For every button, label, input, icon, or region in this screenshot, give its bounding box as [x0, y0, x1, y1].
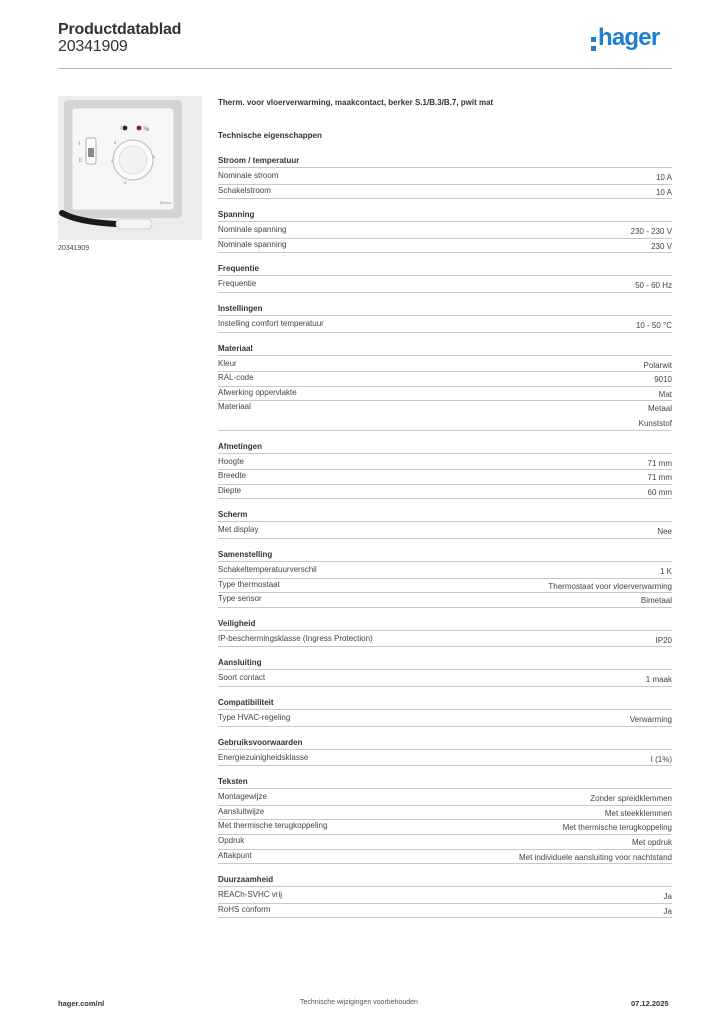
- spec-value: Ja: [663, 892, 672, 902]
- section-title: Samenstelling: [218, 549, 672, 562]
- section-title: Frequentie: [218, 263, 672, 276]
- spec-row: [218, 224, 672, 239]
- svg-text:4: 4: [124, 180, 127, 185]
- section-title: Spanning: [218, 209, 672, 222]
- spec-value: Met steekklemmen: [604, 808, 672, 818]
- svg-text:Berker: Berker: [160, 200, 172, 205]
- spec-row: [218, 791, 672, 806]
- spec-label: Hoogte: [218, 456, 244, 466]
- section-title: Teksten: [218, 776, 672, 789]
- spec-label: Kleur: [218, 358, 237, 368]
- spec-label: Energiezuinigheidsklasse: [218, 752, 309, 762]
- spec-value: Nee: [657, 527, 672, 537]
- spec-label: Instelling comfort temperatuur: [218, 319, 324, 328]
- spec-row: [218, 470, 672, 485]
- spec-value: Metaal: [647, 404, 672, 414]
- spec-label: Montagewijze: [218, 792, 267, 802]
- spec-value: 230 V: [651, 241, 672, 251]
- spec-value: 10 A: [655, 173, 672, 182]
- spec-row: [218, 889, 672, 904]
- spec-value: Met thermische terugkoppeling: [562, 823, 672, 833]
- spec-label: Type thermostaat: [218, 579, 280, 589]
- spec-label: Soort contact: [218, 673, 266, 683]
- spec-label: Materiaal: [218, 402, 251, 412]
- svg-text:0: 0: [79, 158, 82, 164]
- spec-row: [218, 850, 672, 865]
- logo-text: hager: [598, 24, 660, 51]
- thermostat-image-icon: [58, 96, 202, 240]
- svg-text:☾: ☾: [120, 126, 126, 132]
- tech-properties-heading: Technische eigenschappen: [218, 131, 322, 140]
- section-title: Compatibiliteit: [218, 697, 672, 710]
- svg-text:%: %: [144, 127, 150, 133]
- section-title: Gebruiksvoorwaarden: [218, 737, 672, 750]
- spec-value: 60 mm: [647, 487, 672, 497]
- spec-value: Polarwit: [643, 360, 672, 370]
- section-title: Materiaal: [218, 343, 672, 356]
- spec-row: [218, 806, 672, 821]
- spec-label: Type HVAC-regeling: [218, 713, 291, 722]
- spec-label: Diepte: [218, 485, 242, 495]
- spec-label: RAL-code: [218, 373, 254, 383]
- spec-value: Bimetaal: [640, 596, 672, 606]
- footer-date: 07.12.2025: [631, 999, 669, 1008]
- spec-label: Nominale spanning: [218, 239, 287, 249]
- spec-row: [218, 318, 672, 333]
- section-title: Aansluiting: [218, 657, 672, 670]
- spec-label: Opdruk: [218, 836, 245, 845]
- spec-row: [218, 712, 672, 727]
- spec-label: RoHS conform: [218, 904, 271, 914]
- spec-label: Met thermische terugkoppeling: [218, 821, 328, 831]
- spec-row: [218, 593, 672, 608]
- spec-row: [218, 170, 672, 185]
- spec-value: Ja: [663, 906, 672, 916]
- svg-text:2: 2: [111, 158, 114, 163]
- spec-row: [218, 387, 672, 402]
- spec-row: [218, 401, 672, 430]
- spec-value: Zonder spreidklemmen: [590, 794, 672, 804]
- spec-value: Met individuele aansluiting voor nachtstand: [519, 852, 672, 862]
- spec-value: I (1%): [650, 754, 672, 764]
- svg-text:5: 5: [114, 140, 117, 145]
- section-title: Duurzaamheid: [218, 874, 672, 887]
- spec-row: [218, 579, 672, 594]
- spec-label: Afwerking oppervlakte: [218, 387, 297, 397]
- spec-label: IP-beschermingsklasse (Ingress Protection): [218, 633, 373, 643]
- logo-dots-icon: [591, 37, 596, 51]
- spec-row: [218, 185, 672, 200]
- spec-label: Schakelstroom: [218, 185, 271, 195]
- spec-value: 71 mm: [647, 458, 672, 468]
- spec-value-secondary: Kunststof: [638, 418, 672, 428]
- section-title: Afmetingen: [218, 441, 672, 454]
- product-image: [58, 96, 202, 240]
- product-description: Therm. voor vloerverwarming, maakcontact, berker S.1/B.3/B.7, pwit mat: [218, 98, 494, 107]
- spec-label: Aansluitwijze: [218, 806, 265, 816]
- spec-row: [218, 564, 672, 579]
- spec-value: 10 A: [655, 187, 672, 197]
- spec-row: [218, 485, 672, 500]
- footer-disclaimer: Technische wijzigingen voorbehouden: [300, 999, 418, 1006]
- hager-logo: [591, 24, 677, 57]
- spec-row: [218, 278, 672, 293]
- spec-label: Aftakpunt: [218, 850, 252, 860]
- spec-label: Breedte: [218, 471, 247, 481]
- product-image-caption: 20341909: [58, 245, 90, 252]
- section-title: Veiligheid: [218, 618, 672, 631]
- spec-value: 71 mm: [647, 473, 672, 483]
- spec-row: [218, 672, 672, 687]
- section-title: Stroom / temperatuur: [218, 155, 672, 168]
- spec-label: Schakeltemperatuurverschil: [218, 565, 317, 574]
- spec-row: [218, 239, 672, 254]
- spec-label: Nominale spanning: [218, 225, 287, 235]
- spec-value: IP20: [655, 635, 672, 645]
- spec-row: [218, 456, 672, 471]
- spec-value: Mat: [658, 389, 672, 399]
- spec-value: 10 - 50 °C: [635, 321, 672, 330]
- spec-row: [218, 835, 672, 850]
- svg-text:I: I: [79, 141, 81, 147]
- spec-value: Verwarming: [629, 715, 672, 724]
- spec-row: [218, 904, 672, 919]
- header-divider: [58, 68, 672, 69]
- spec-row: [218, 633, 672, 648]
- spec-value: 1 K: [659, 567, 672, 576]
- spec-value: 230 - 230 V: [630, 227, 672, 237]
- spec-value: 1 maak: [645, 675, 672, 685]
- spec-value: 50 - 60 Hz: [635, 281, 672, 291]
- spec-value: 9010: [654, 375, 672, 385]
- spec-value: Thermostaat voor vloerverwarming: [548, 581, 672, 591]
- spec-label: Type sensor: [218, 594, 262, 604]
- svg-text:3: 3: [153, 154, 156, 159]
- spec-row: [218, 358, 672, 373]
- footer-website-link[interactable]: hager.com/nl: [58, 999, 105, 1008]
- spec-row: [218, 820, 672, 835]
- spec-label: Nominale stroom: [218, 171, 279, 180]
- spec-row: [218, 524, 672, 539]
- spec-label: Met display: [218, 525, 259, 535]
- section-title: Scherm: [218, 509, 672, 522]
- spec-row: [218, 372, 672, 387]
- page-title: Productdatablad: [58, 21, 182, 38]
- spec-label: Frequentie: [218, 279, 257, 289]
- product-code: 20341909: [58, 38, 128, 55]
- spec-label: REACh-SVHC vrij: [218, 890, 283, 900]
- spec-value: Met opdruk: [631, 838, 672, 847]
- section-title: Instellingen: [218, 303, 672, 316]
- spec-row: [218, 752, 672, 767]
